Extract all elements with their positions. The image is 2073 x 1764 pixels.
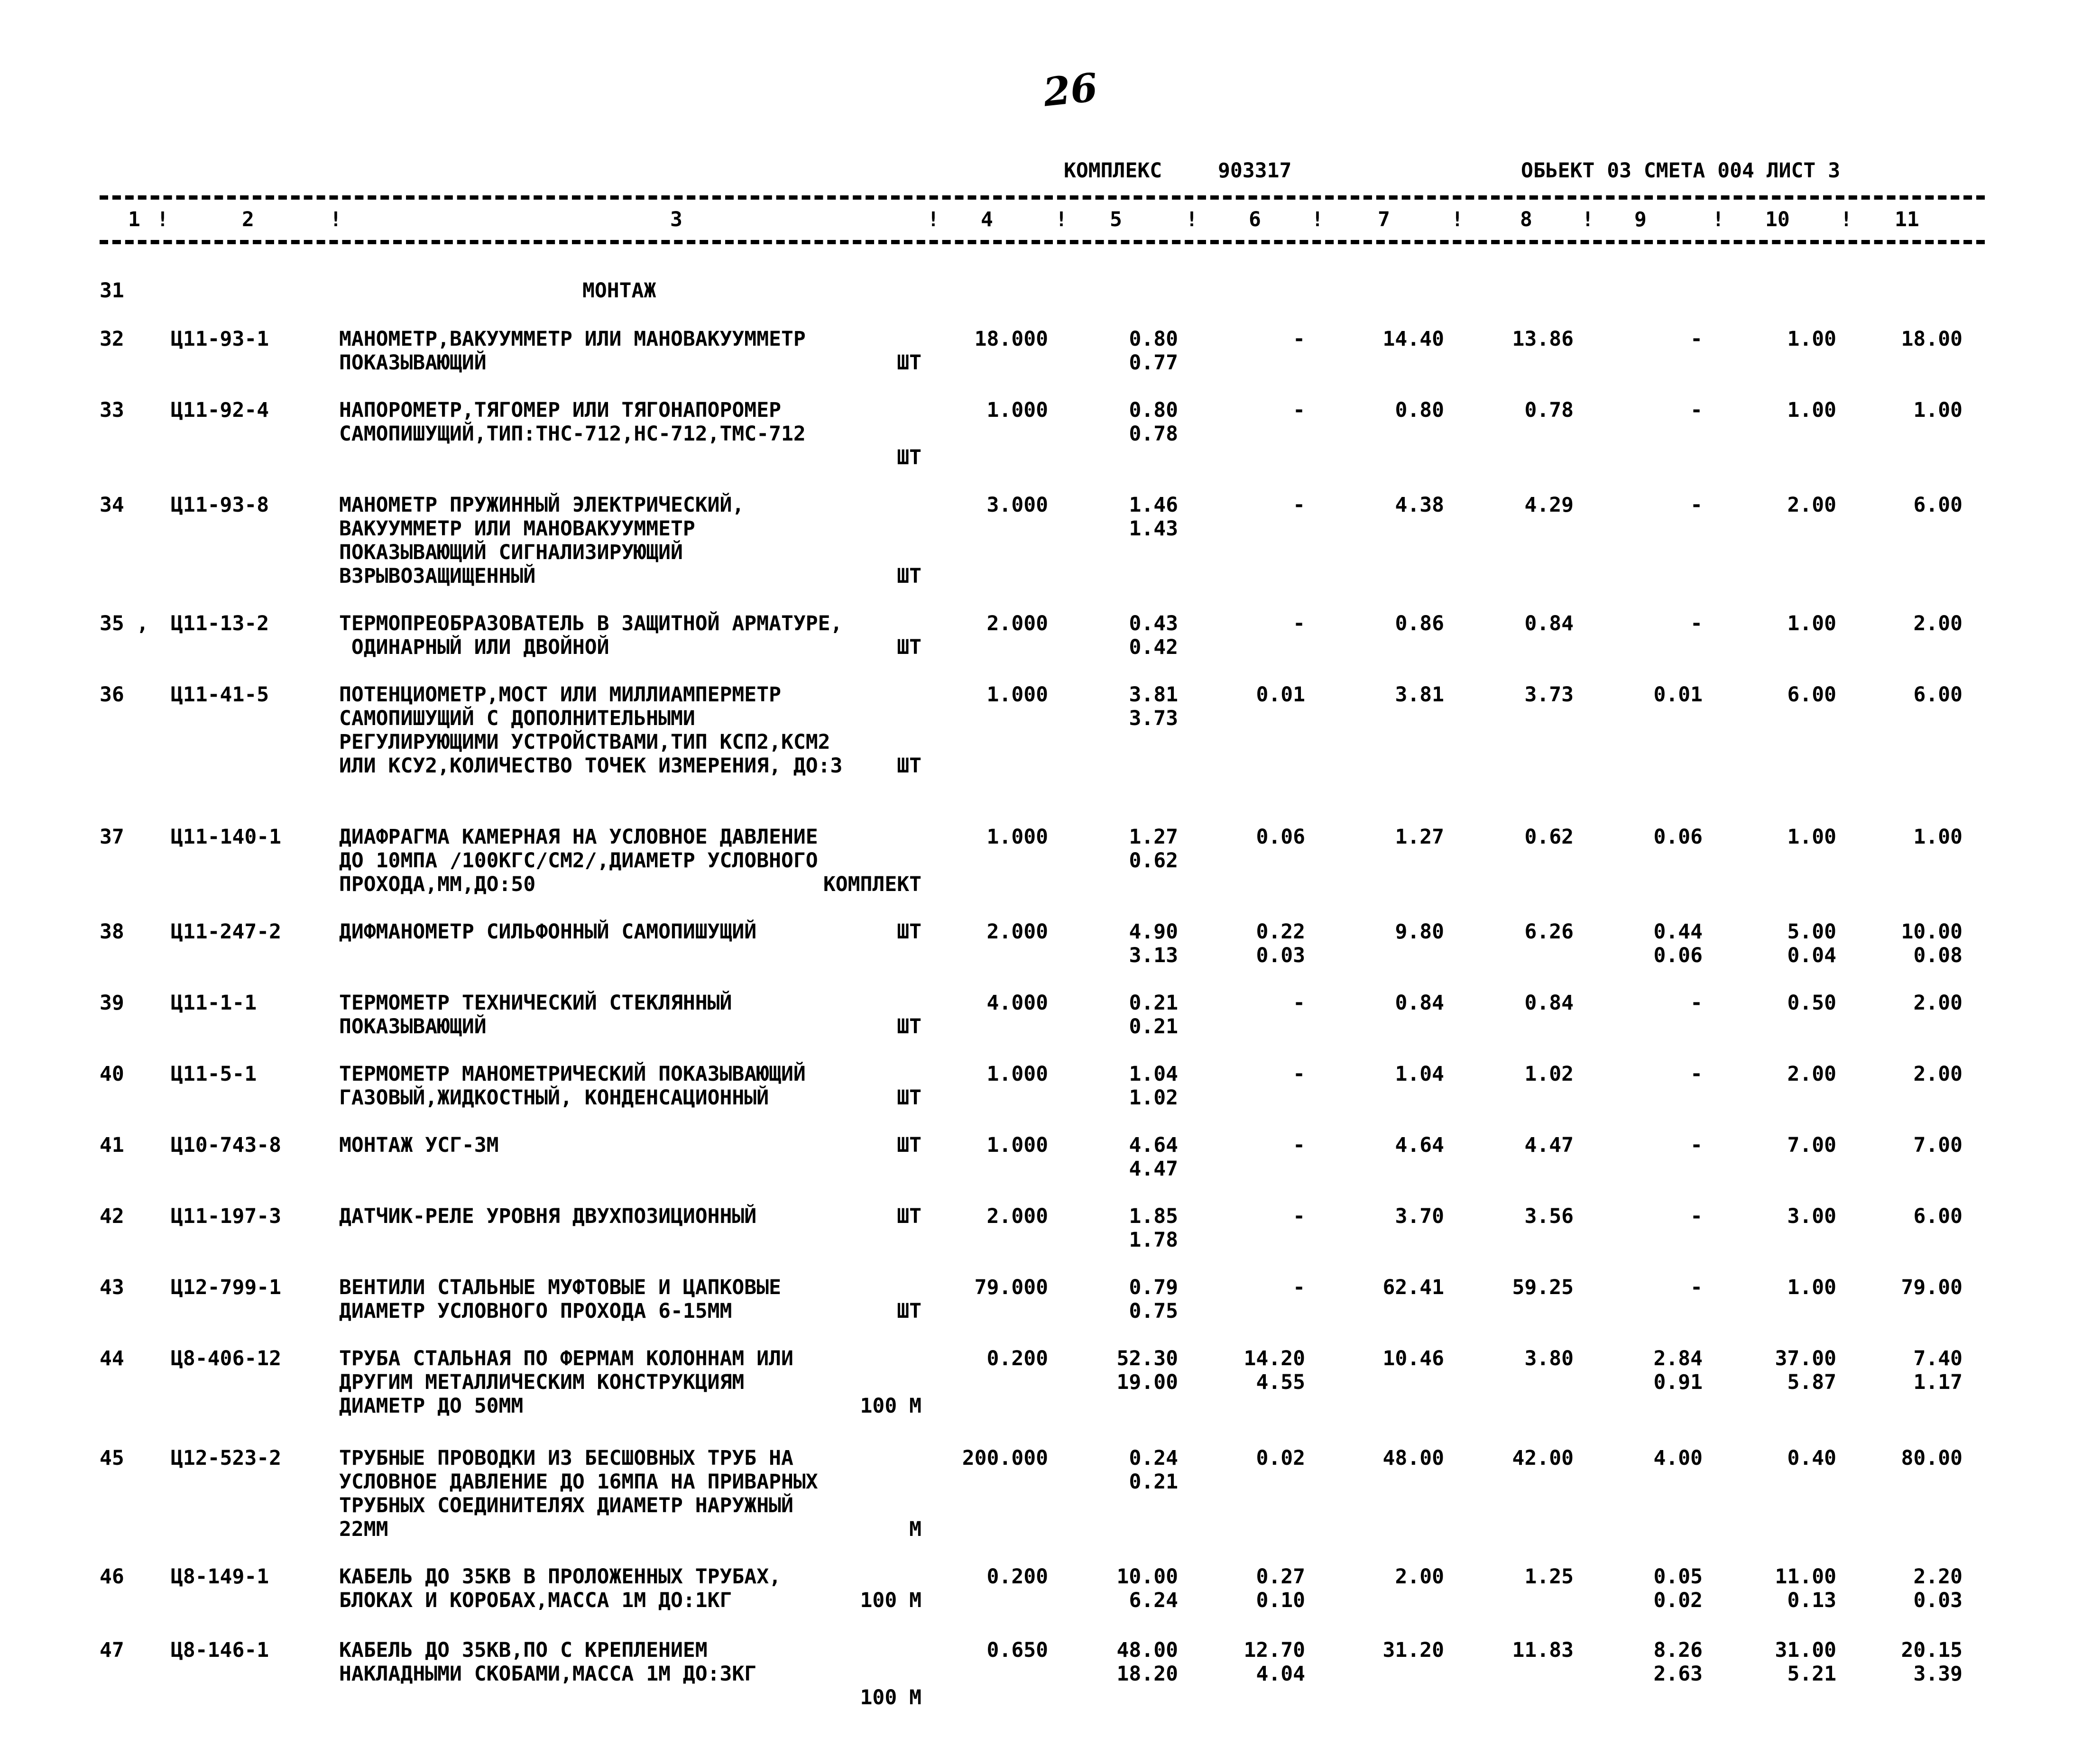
column-number-10: 10 bbox=[1765, 208, 1790, 231]
unit-of-measure: ШТ bbox=[897, 1015, 921, 1038]
quantity: 1.000 bbox=[986, 1133, 1048, 1157]
unit-of-measure: ШТ bbox=[897, 446, 921, 469]
rate-code: Ц12-523-2 bbox=[171, 1446, 281, 1470]
row-number: 44 bbox=[100, 1347, 124, 1370]
rate-code: Ц12-799-1 bbox=[171, 1276, 281, 1299]
header-bottom-rule bbox=[100, 240, 1985, 244]
value-c6: - bbox=[1293, 398, 1305, 422]
rate-code: Ц11-92-4 bbox=[171, 398, 269, 422]
value-c5: 0.24 bbox=[1129, 1446, 1178, 1470]
value-c11: 0.08 bbox=[1913, 944, 1962, 967]
value-c7: 4.64 bbox=[1395, 1133, 1444, 1157]
row-number: 32 bbox=[100, 327, 124, 351]
rate-code: Ц11-1-1 bbox=[171, 991, 257, 1015]
row-number: 46 bbox=[100, 1565, 124, 1589]
value-c7: 2.00 bbox=[1395, 1565, 1444, 1589]
quantity: 2.000 bbox=[986, 920, 1048, 944]
item-description-line: ПОКАЗЫВАЮЩИЙ СИГНАЛИЗИРУЮЩИЙ bbox=[339, 541, 683, 564]
value-c11: 6.00 bbox=[1913, 493, 1962, 517]
column-number-3: 3 bbox=[670, 208, 682, 231]
value-c9: 0.06 bbox=[1653, 825, 1703, 849]
column-separator: ! bbox=[1055, 208, 1068, 231]
value-c10: 1.00 bbox=[1787, 327, 1836, 351]
value-c8: 0.62 bbox=[1524, 825, 1574, 849]
column-separator: ! bbox=[1840, 208, 1852, 231]
value-c5: 1.78 bbox=[1129, 1228, 1178, 1252]
column-separator: ! bbox=[1186, 208, 1198, 231]
value-c10: 0.40 bbox=[1787, 1446, 1836, 1470]
value-c7: 0.80 bbox=[1395, 398, 1444, 422]
item-description-line: МАНОМЕТР ПРУЖИННЫЙ ЭЛЕКТРИЧЕСКИЙ, bbox=[339, 493, 745, 517]
unit-of-measure: М bbox=[909, 1517, 921, 1541]
value-c11: 10.00 bbox=[1901, 920, 1962, 944]
value-c5: 0.43 bbox=[1129, 612, 1178, 635]
quantity: 0.200 bbox=[986, 1347, 1048, 1370]
rate-code: Ц8-406-12 bbox=[171, 1347, 281, 1370]
value-c10: 5.00 bbox=[1787, 920, 1836, 944]
item-description-line: ТЕРМОМЕТР ТЕХНИЧЕСКИЙ СТЕКЛЯННЫЙ bbox=[339, 991, 732, 1015]
column-number-8: 8 bbox=[1520, 208, 1532, 231]
value-c8: 3.73 bbox=[1524, 683, 1574, 707]
value-c11: 6.00 bbox=[1913, 1204, 1962, 1228]
column-number-1: 1 bbox=[128, 208, 140, 231]
item-description-line: ВЕНТИЛИ СТАЛЬНЫЕ МУФТОВЫЕ И ЦАПКОВЫЕ bbox=[339, 1276, 781, 1299]
item-description-line: ТРУБНЫХ СОЕДИНИТЕЛЯХ ДИАМЕТР НАРУЖНЫЙ bbox=[339, 1494, 793, 1517]
value-c11: 3.39 bbox=[1913, 1662, 1962, 1686]
value-c6: - bbox=[1293, 991, 1305, 1015]
quantity: 18.000 bbox=[974, 327, 1048, 351]
value-c7: 4.38 bbox=[1395, 493, 1444, 517]
value-c10: 1.00 bbox=[1787, 398, 1836, 422]
value-c10: 11.00 bbox=[1775, 1565, 1836, 1589]
rate-code: Ц8-146-1 bbox=[171, 1638, 269, 1662]
value-c10: 5.87 bbox=[1787, 1370, 1836, 1394]
value-c8: 0.84 bbox=[1524, 991, 1574, 1015]
quantity: 4.000 bbox=[986, 991, 1048, 1015]
row-number: 45 bbox=[100, 1446, 124, 1470]
complex-value: 903317 bbox=[1218, 159, 1292, 183]
value-c9: 0.06 bbox=[1653, 944, 1703, 967]
column-number-9: 9 bbox=[1634, 208, 1647, 231]
rate-code: Ц11-5-1 bbox=[171, 1062, 257, 1086]
value-c11: 80.00 bbox=[1901, 1446, 1962, 1470]
value-c11: 7.00 bbox=[1913, 1133, 1962, 1157]
value-c11: 0.03 bbox=[1913, 1589, 1962, 1612]
row-number: 34 bbox=[100, 493, 124, 517]
item-description-line: ТЕРМОПРЕОБРАЗОВАТЕЛЬ В ЗАЩИТНОЙ АРМАТУРЕ, bbox=[339, 612, 843, 635]
value-c11: 18.00 bbox=[1901, 327, 1962, 351]
rate-code: Ц8-149-1 bbox=[171, 1565, 269, 1589]
value-c6: - bbox=[1293, 1133, 1305, 1157]
value-c6: 4.55 bbox=[1256, 1370, 1305, 1394]
item-description-line: ДО 10МПА /100КГС/СМ2/,ДИАМЕТР УСЛОВНОГО bbox=[339, 849, 818, 873]
item-description-line: ДИАМЕТР УСЛОВНОГО ПРОХОДА 6-15ММ bbox=[339, 1299, 732, 1323]
item-description-line: ТРУБА СТАЛЬНАЯ ПО ФЕРМАМ КОЛОННАМ ИЛИ bbox=[339, 1347, 793, 1370]
value-c9: 0.02 bbox=[1653, 1589, 1703, 1612]
value-c6: - bbox=[1293, 327, 1305, 351]
item-description-line: ДРУГИМ МЕТАЛЛИЧЕСКИМ КОНСТРУКЦИЯМ bbox=[339, 1370, 745, 1394]
value-c11: 2.00 bbox=[1913, 991, 1962, 1015]
item-description-line: УСЛОВНОЕ ДАВЛЕНИЕ ДО 16МПА НА ПРИВАРНЫХ bbox=[339, 1470, 818, 1494]
unit-of-measure: ШТ bbox=[897, 635, 921, 659]
row-number: 36 bbox=[100, 683, 124, 707]
value-c7: 14.40 bbox=[1382, 327, 1444, 351]
row-number: 42 bbox=[100, 1204, 124, 1228]
value-c7: 31.20 bbox=[1382, 1638, 1444, 1662]
value-c8: 1.25 bbox=[1524, 1565, 1574, 1589]
value-c11: 2.00 bbox=[1913, 1062, 1962, 1086]
value-c10: 37.00 bbox=[1775, 1347, 1836, 1370]
value-c6: 0.10 bbox=[1256, 1589, 1305, 1612]
value-c7: 1.04 bbox=[1395, 1062, 1444, 1086]
value-c9: 0.44 bbox=[1653, 920, 1703, 944]
column-separator: ! bbox=[1582, 208, 1594, 231]
item-description-line: САМОПИШУЩИЙ С ДОПОЛНИТЕЛЬНЫМИ bbox=[339, 707, 695, 730]
value-c9: 0.91 bbox=[1653, 1370, 1703, 1394]
column-number-5: 5 bbox=[1110, 208, 1122, 231]
value-c11: 79.00 bbox=[1901, 1276, 1962, 1299]
rate-code: Ц11-41-5 bbox=[171, 683, 269, 707]
value-c9: - bbox=[1690, 493, 1703, 517]
value-c9: 2.84 bbox=[1653, 1347, 1703, 1370]
value-c5: 1.27 bbox=[1129, 825, 1178, 849]
value-c10: 2.00 bbox=[1787, 1062, 1836, 1086]
row-number: 41 bbox=[100, 1133, 124, 1157]
value-c6: 0.27 bbox=[1256, 1565, 1305, 1589]
value-c8: 3.80 bbox=[1524, 1347, 1574, 1370]
value-c5: 0.79 bbox=[1129, 1276, 1178, 1299]
item-description-line: ВЗРЫВОЗАЩИЩЕННЫЙ bbox=[339, 564, 536, 588]
value-c7: 62.41 bbox=[1382, 1276, 1444, 1299]
unit-of-measure: ШТ bbox=[897, 1299, 921, 1323]
column-number-11: 11 bbox=[1895, 208, 1919, 231]
value-c5: 4.47 bbox=[1129, 1157, 1178, 1181]
value-c6: 4.04 bbox=[1256, 1662, 1305, 1686]
value-c8: 0.78 bbox=[1524, 398, 1574, 422]
value-c5: 10.00 bbox=[1116, 1565, 1178, 1589]
value-c7: 0.86 bbox=[1395, 612, 1444, 635]
value-c6: - bbox=[1293, 612, 1305, 635]
quantity: 0.200 bbox=[986, 1565, 1048, 1589]
value-c9: 8.26 bbox=[1653, 1638, 1703, 1662]
value-c8: 13.86 bbox=[1512, 327, 1574, 351]
unit-of-measure: 100 М bbox=[860, 1686, 921, 1709]
value-c5: 0.80 bbox=[1129, 327, 1178, 351]
unit-of-measure: ШТ bbox=[897, 1204, 921, 1228]
value-c11: 7.40 bbox=[1913, 1347, 1962, 1370]
quantity: 200.000 bbox=[962, 1446, 1048, 1470]
value-c7: 0.84 bbox=[1395, 991, 1444, 1015]
value-c11: 1.17 bbox=[1913, 1370, 1962, 1394]
value-c9: 0.01 bbox=[1653, 683, 1703, 707]
value-c9: - bbox=[1690, 1276, 1703, 1299]
item-description-line: МАНОМЕТР,ВАКУУММЕТР ИЛИ МАНОВАКУУММЕТР bbox=[339, 327, 806, 351]
value-c5: 0.21 bbox=[1129, 1015, 1178, 1038]
item-description-line: МОНТАЖ УСГ-3М bbox=[339, 1133, 499, 1157]
value-c10: 1.00 bbox=[1787, 1276, 1836, 1299]
value-c5: 3.13 bbox=[1129, 944, 1178, 967]
value-c7: 9.80 bbox=[1395, 920, 1444, 944]
value-c5: 1.46 bbox=[1129, 493, 1178, 517]
value-c5: 6.24 bbox=[1129, 1589, 1178, 1612]
column-separator: ! bbox=[157, 208, 169, 231]
value-c10: 0.04 bbox=[1787, 944, 1836, 967]
value-c9: - bbox=[1690, 327, 1703, 351]
value-c10: 0.50 bbox=[1787, 991, 1836, 1015]
item-description-line: КАБЕЛЬ ДО 35КВ,ПО С КРЕПЛЕНИЕМ bbox=[339, 1638, 708, 1662]
value-c10: 6.00 bbox=[1787, 683, 1836, 707]
value-c6: - bbox=[1293, 1062, 1305, 1086]
value-c7: 48.00 bbox=[1382, 1446, 1444, 1470]
value-c10: 3.00 bbox=[1787, 1204, 1836, 1228]
item-description-line: РЕГУЛИРУЮЩИМИ УСТРОЙСТВАМИ,ТИП КСП2,КСМ2 bbox=[339, 730, 830, 754]
column-number-7: 7 bbox=[1378, 208, 1390, 231]
header-top-rule bbox=[100, 195, 1985, 200]
value-c9: - bbox=[1690, 991, 1703, 1015]
value-c5: 48.00 bbox=[1116, 1638, 1178, 1662]
column-separator: ! bbox=[1451, 208, 1464, 231]
item-description-line: САМОПИШУЩИЙ,ТИП:ТНС-712,НС-712,ТМС-712 bbox=[339, 422, 806, 446]
column-number-4: 4 bbox=[981, 208, 993, 231]
value-c5: 0.77 bbox=[1129, 351, 1178, 375]
item-description-line: ДИАМЕТР ДО 50ММ bbox=[339, 1394, 524, 1418]
value-c5: 0.78 bbox=[1129, 422, 1178, 446]
value-c10: 5.21 bbox=[1787, 1662, 1836, 1686]
row-number: 38 bbox=[100, 920, 124, 944]
item-description-line: ТЕРМОМЕТР МАНОМЕТРИЧЕСКИЙ ПОКАЗЫВАЮЩИЙ bbox=[339, 1062, 806, 1086]
row-number: 43 bbox=[100, 1276, 124, 1299]
item-description-line: ОДИНАРНЫЙ ИЛИ ДВОЙНОЙ bbox=[339, 635, 609, 659]
value-c6: 14.20 bbox=[1244, 1347, 1305, 1370]
unit-of-measure: 100 М bbox=[860, 1589, 921, 1612]
value-c8: 1.02 bbox=[1524, 1062, 1574, 1086]
rate-code: Ц11-93-8 bbox=[171, 493, 269, 517]
item-description-line: 22ММ bbox=[339, 1517, 388, 1541]
value-c9: 0.05 bbox=[1653, 1565, 1703, 1589]
value-c5: 0.21 bbox=[1129, 1470, 1178, 1494]
value-c6: 12.70 bbox=[1244, 1638, 1305, 1662]
value-c8: 59.25 bbox=[1512, 1276, 1574, 1299]
column-separator: ! bbox=[927, 208, 940, 231]
item-description-line: НАПОРОМЕТР,ТЯГОМЕР ИЛИ ТЯГОНАПОРОМЕР bbox=[339, 398, 781, 422]
value-c6: 0.02 bbox=[1256, 1446, 1305, 1470]
value-c11: 2.00 bbox=[1913, 612, 1962, 635]
row-number: 35 , bbox=[100, 612, 149, 635]
quantity: 1.000 bbox=[986, 683, 1048, 707]
value-c5: 1.04 bbox=[1129, 1062, 1178, 1086]
value-c8: 4.29 bbox=[1524, 493, 1574, 517]
rate-code: Ц11-93-1 bbox=[171, 327, 269, 351]
value-c9: - bbox=[1690, 398, 1703, 422]
unit-of-measure: ШТ bbox=[897, 754, 921, 778]
value-c8: 42.00 bbox=[1512, 1446, 1574, 1470]
row-number: 47 bbox=[100, 1638, 124, 1662]
unit-of-measure: ШТ bbox=[897, 351, 921, 375]
item-description-line: ДИФМАНОМЕТР СИЛЬФОННЫЙ САМОПИШУЩИЙ bbox=[339, 920, 757, 944]
value-c11: 1.00 bbox=[1913, 825, 1962, 849]
value-c5: 18.20 bbox=[1116, 1662, 1178, 1686]
item-description-line: НАКЛАДНЫМИ СКОБАМИ,МАССА 1М ДО:3КГ bbox=[339, 1662, 757, 1686]
value-c5: 19.00 bbox=[1116, 1370, 1178, 1394]
value-c6: - bbox=[1293, 1276, 1305, 1299]
unit-of-measure: ШТ bbox=[897, 1133, 921, 1157]
value-c9: - bbox=[1690, 1133, 1703, 1157]
unit-of-measure: ШТ bbox=[897, 1086, 921, 1110]
value-c9: - bbox=[1690, 1204, 1703, 1228]
quantity: 1.000 bbox=[986, 398, 1048, 422]
rate-code: Ц11-13-2 bbox=[171, 612, 269, 635]
value-c5: 3.81 bbox=[1129, 683, 1178, 707]
value-c5: 0.21 bbox=[1129, 991, 1178, 1015]
column-separator: ! bbox=[330, 208, 342, 231]
item-description-line: ДИАФРАГМА КАМЕРНАЯ НА УСЛОВНОЕ ДАВЛЕНИЕ bbox=[339, 825, 818, 849]
value-c11: 6.00 bbox=[1913, 683, 1962, 707]
value-c10: 2.00 bbox=[1787, 493, 1836, 517]
value-c8: 11.83 bbox=[1512, 1638, 1574, 1662]
item-description-line: ДАТЧИК-РЕЛЕ УРОВНЯ ДВУХПОЗИЦИОННЫЙ bbox=[339, 1204, 757, 1228]
value-c10: 7.00 bbox=[1787, 1133, 1836, 1157]
value-c7: 1.27 bbox=[1395, 825, 1444, 849]
value-c5: 3.73 bbox=[1129, 707, 1178, 730]
value-c7: 3.70 bbox=[1395, 1204, 1444, 1228]
handwritten-page-number: 26 bbox=[1041, 64, 1100, 116]
quantity: 1.000 bbox=[986, 1062, 1048, 1086]
unit-of-measure: 100 М bbox=[860, 1394, 921, 1418]
rate-code: Ц11-247-2 bbox=[171, 920, 281, 944]
item-description-line: ТРУБНЫЕ ПРОВОДКИ ИЗ БЕСШОВНЫХ ТРУБ НА bbox=[339, 1446, 793, 1470]
quantity: 0.650 bbox=[986, 1638, 1048, 1662]
unit-of-measure: КОМПЛЕКТ bbox=[823, 873, 921, 896]
section-number: 31 bbox=[100, 279, 124, 303]
item-description-line: ИЛИ КСУ2,КОЛИЧЕСТВО ТОЧЕК ИЗМЕРЕНИЯ, ДО:3 bbox=[339, 754, 843, 778]
item-description-line: ПОКАЗЫВАЮЩИЙ bbox=[339, 351, 487, 375]
value-c6: - bbox=[1293, 1204, 1305, 1228]
value-c8: 0.84 bbox=[1524, 612, 1574, 635]
quantity: 2.000 bbox=[986, 1204, 1048, 1228]
value-c10: 1.00 bbox=[1787, 612, 1836, 635]
unit-of-measure: ШТ bbox=[897, 564, 921, 588]
quantity: 79.000 bbox=[974, 1276, 1048, 1299]
value-c11: 1.00 bbox=[1913, 398, 1962, 422]
item-description-line: КАБЕЛЬ ДО 35КВ В ПРОЛОЖЕННЫХ ТРУБАХ, bbox=[339, 1565, 781, 1589]
column-number-2: 2 bbox=[242, 208, 254, 231]
value-c11: 20.15 bbox=[1901, 1638, 1962, 1662]
value-c8: 6.26 bbox=[1524, 920, 1574, 944]
quantity: 3.000 bbox=[986, 493, 1048, 517]
column-separator: ! bbox=[1712, 208, 1724, 231]
value-c6: 0.22 bbox=[1256, 920, 1305, 944]
row-number: 33 bbox=[100, 398, 124, 422]
value-c6: 0.01 bbox=[1256, 683, 1305, 707]
value-c9: - bbox=[1690, 612, 1703, 635]
column-number-6: 6 bbox=[1249, 208, 1261, 231]
value-c10: 31.00 bbox=[1775, 1638, 1836, 1662]
value-c6: - bbox=[1293, 493, 1305, 517]
rate-code: Ц10-743-8 bbox=[171, 1133, 281, 1157]
value-c6: 0.03 bbox=[1256, 944, 1305, 967]
value-c7: 3.81 bbox=[1395, 683, 1444, 707]
item-description-line: ВАКУУММЕТР ИЛИ МАНОВАКУУММЕТР bbox=[339, 517, 695, 541]
value-c6: 0.06 bbox=[1256, 825, 1305, 849]
quantity: 2.000 bbox=[986, 612, 1048, 635]
value-c5: 52.30 bbox=[1116, 1347, 1178, 1370]
object-estimate-sheet: ОБЬЕКТ 03 СМЕТА 004 ЛИСТ 3 bbox=[1521, 159, 1841, 183]
value-c5: 4.90 bbox=[1129, 920, 1178, 944]
item-description-line: ПОКАЗЫВАЮЩИЙ bbox=[339, 1015, 487, 1038]
value-c9: 4.00 bbox=[1653, 1446, 1703, 1470]
row-number: 40 bbox=[100, 1062, 124, 1086]
value-c5: 0.42 bbox=[1129, 635, 1178, 659]
item-description-line: ПРОХОДА,ММ,ДО:50 bbox=[339, 873, 536, 896]
value-c7: 10.46 bbox=[1382, 1347, 1444, 1370]
value-c5: 1.02 bbox=[1129, 1086, 1178, 1110]
row-number: 37 bbox=[100, 825, 124, 849]
value-c11: 2.20 bbox=[1913, 1565, 1962, 1589]
value-c5: 0.80 bbox=[1129, 398, 1178, 422]
value-c8: 4.47 bbox=[1524, 1133, 1574, 1157]
unit-of-measure: ШТ bbox=[897, 920, 921, 944]
value-c5: 0.62 bbox=[1129, 849, 1178, 873]
value-c9: 2.63 bbox=[1653, 1662, 1703, 1686]
value-c10: 1.00 bbox=[1787, 825, 1836, 849]
item-description-line: ПОТЕНЦИОМЕТР,МОСТ ИЛИ МИЛЛИАМПЕРМЕТР bbox=[339, 683, 781, 707]
rate-code: Ц11-197-3 bbox=[171, 1204, 281, 1228]
item-description-line: ГАЗОВЫЙ,ЖИДКОСТНЫЙ, КОНДЕНСАЦИОННЫЙ bbox=[339, 1086, 769, 1110]
value-c5: 1.85 bbox=[1129, 1204, 1178, 1228]
section-title: МОНТАЖ bbox=[582, 279, 656, 303]
row-number: 39 bbox=[100, 991, 124, 1015]
value-c5: 0.75 bbox=[1129, 1299, 1178, 1323]
complex-label: КОМПЛЕКС bbox=[1064, 159, 1162, 183]
value-c9: - bbox=[1690, 1062, 1703, 1086]
value-c8: 3.56 bbox=[1524, 1204, 1574, 1228]
column-separator: ! bbox=[1311, 208, 1324, 231]
value-c5: 4.64 bbox=[1129, 1133, 1178, 1157]
value-c5: 1.43 bbox=[1129, 517, 1178, 541]
item-description-line: БЛОКАХ И КОРОБАХ,МАССА 1М ДО:1КГ bbox=[339, 1589, 732, 1612]
value-c10: 0.13 bbox=[1787, 1589, 1836, 1612]
rate-code: Ц11-140-1 bbox=[171, 825, 281, 849]
quantity: 1.000 bbox=[986, 825, 1048, 849]
